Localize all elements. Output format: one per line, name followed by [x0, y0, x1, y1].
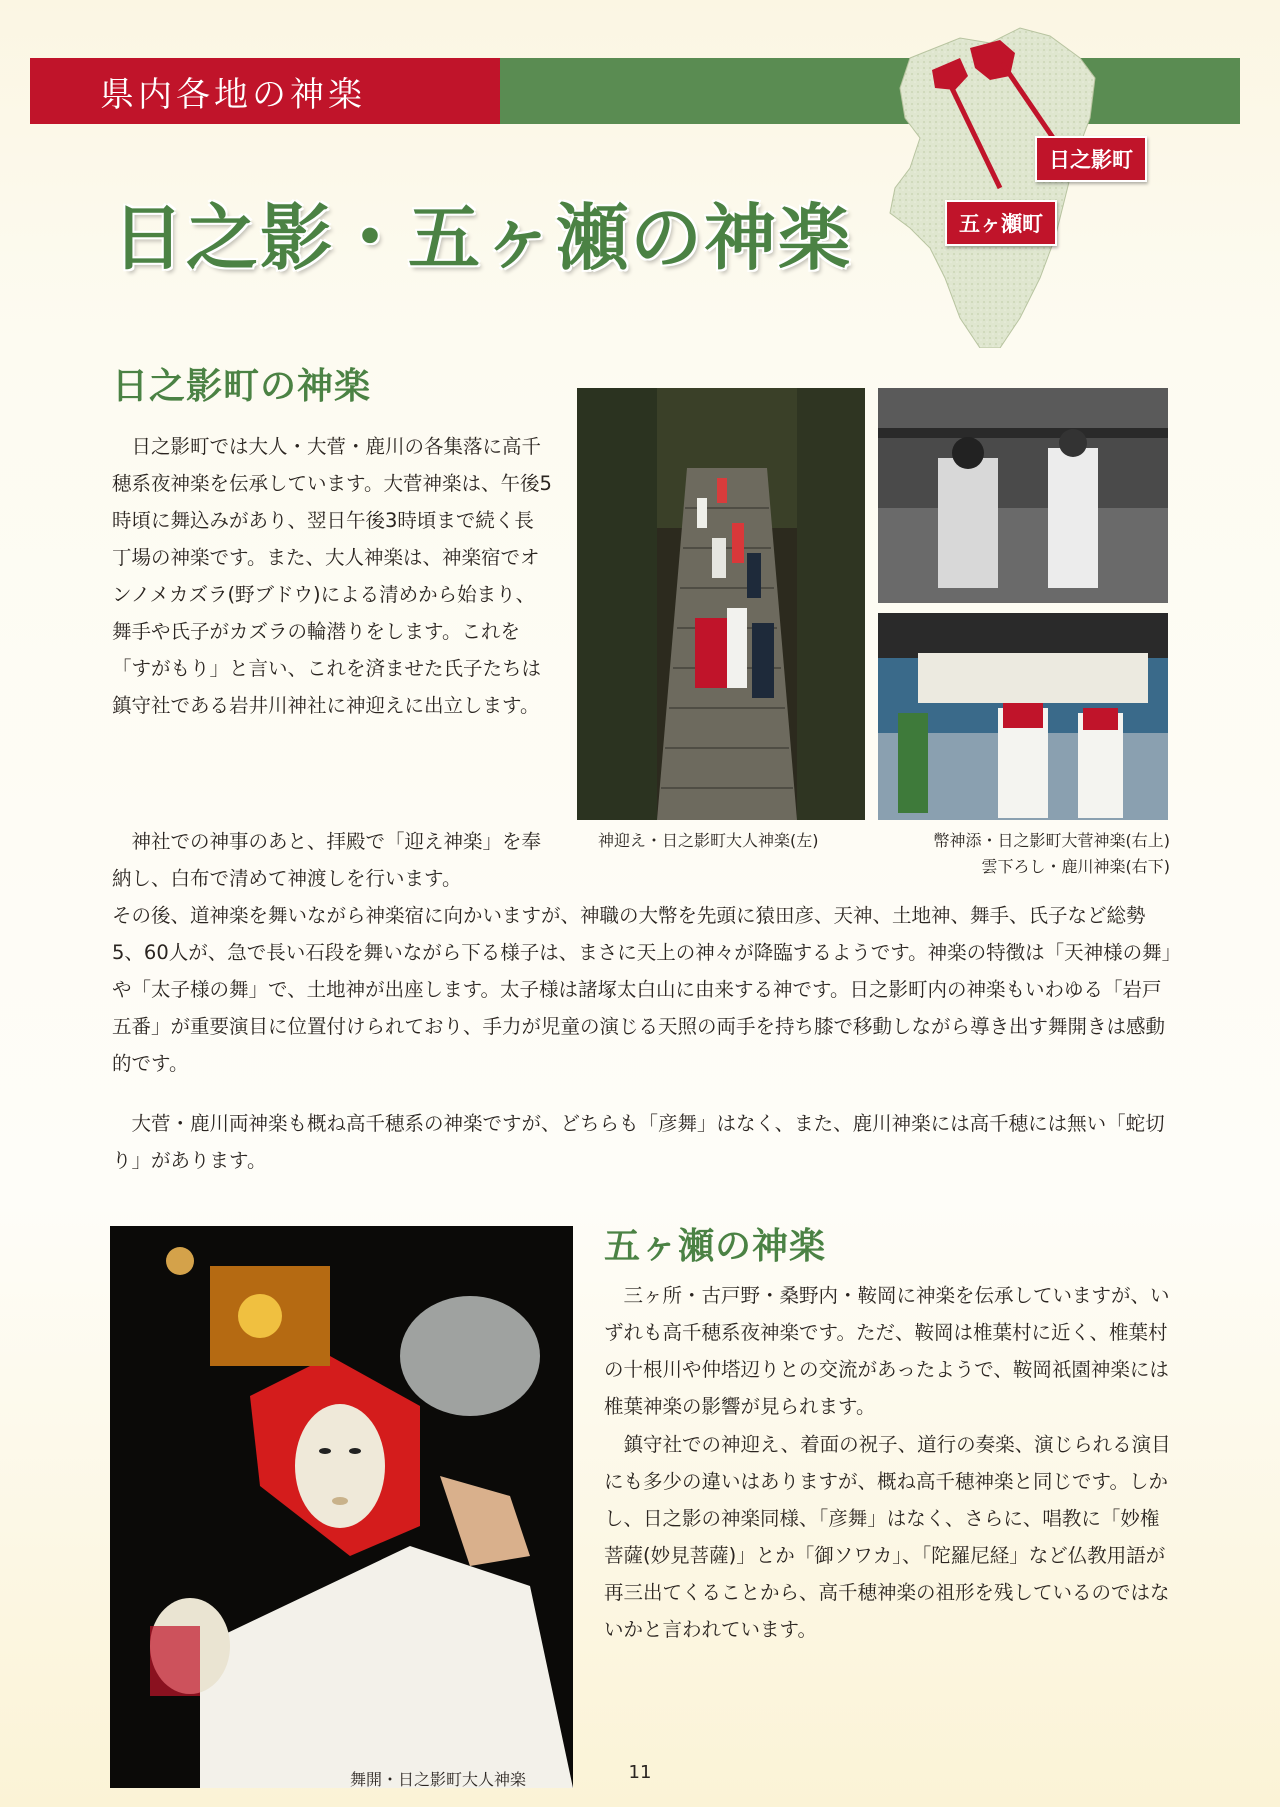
gokase-paragraph-1: 三ヶ所・古戸野・桑野内・鞍岡に神楽を伝承していますが、いずれも高千穂系夜神楽です。ただ、鞍岡は椎葉村に近く、椎葉村の十根川や仲塔辺りとの交流があったようで、鞍岡祇園神楽には椎葉神楽の影響が見られます。 — [604, 1284, 1170, 1418]
hinokage-paragraph-1: 日之影町では大人・大菅・鹿川の各集落に高千穂系夜神楽を伝承しています。大菅神楽は、午後5時頃に舞込みがあり、翌日午後3時頃まで続く長丁場の神楽です。また、大人神楽は、神楽宿でオンノメカズラ(野ブドウ)による清めから始まり、舞手や氏子がカズラの輪潜りをします。これを「すがもり」と言い、これを済ませた氏子たちは鎮守社である岩井川神社に神迎えに出立します。 — [112, 435, 552, 717]
hinokage-paragraph-2-wide: その後、道神楽を舞いながら神楽宿に向かいますが、神職の大幣を先頭に猿田彦、天神、土地神、舞手、氏子など総勢5、60人が、急で長い石段を舞いながら下る様子は、まさに天上の神々が降臨するようです。神楽の特徴は「天神様の舞」や「太子様の舞」で、土地神が出座します。太子様は諸塚太白山に由来する神です。日之影町内の神楽もいわゆる「岩戸五番」が重要演目に位置付けられており、手力が児童の演じる天照の両手を持ち膝で移動しながら導き出す舞開きは感動的です。 — [112, 904, 1172, 1075]
main-title: 日之影・五ヶ瀬の神楽 — [112, 195, 853, 280]
photo-kumo-oroshi — [878, 613, 1168, 820]
series-title: 県内各地の神楽 — [30, 58, 500, 124]
caption-left: 神迎え・日之影町大人神楽(左) — [598, 831, 819, 850]
caption-bottom: 舞開・日之影町大人神楽 — [350, 1770, 527, 1789]
caption-right-2: 雲下ろし・鹿川神楽(右下) — [981, 857, 1170, 876]
region-map — [850, 18, 1180, 348]
map-label-gokase: 五ヶ瀬町 — [945, 200, 1057, 246]
hinokage-paragraph-2-narrow: 神社での神事のあと、拝殿で「迎え神楽」を奉納し、白布で清めて神渡しを行います。 — [112, 830, 542, 890]
gokase-paragraph-2: 鎮守社での神迎え、着面の祝子、道行の奏楽、演じられる演目にも多少の違いはありますが、概ね高千穂神楽と同じです。しかし、日之影の神楽同様、「彦舞」はなく、さらに、唱教に「妙権菩薩(妙見菩薩)」とか「御ソワカ」、「陀羅尼経」など仏教用語が再三出てくることから、高千穂神楽の祖形を残しているのではないかと言われています。 — [604, 1433, 1171, 1641]
hinokage-paragraph-3: 大菅・鹿川両神楽も概ね高千穂系の神楽ですが、どちらも「彦舞」はなく、また、鹿川神楽には高千穂には無い「蛇切り」があります。 — [112, 1112, 1165, 1172]
section-title-hinokage: 日之影町の神楽 — [112, 365, 372, 407]
map-label-hinokage: 日之影町 — [1035, 136, 1147, 182]
page-number: 11 — [628, 1762, 652, 1783]
photo-kamimukae — [577, 388, 865, 820]
photo-gohei-soe — [878, 388, 1168, 603]
caption-right-1: 幣神添・日之影町大菅神楽(右上) — [933, 831, 1170, 850]
section-title-gokase: 五ヶ瀬の神楽 — [604, 1225, 827, 1267]
map-graphic — [850, 18, 1180, 348]
photo-maibiraki — [110, 1226, 573, 1788]
